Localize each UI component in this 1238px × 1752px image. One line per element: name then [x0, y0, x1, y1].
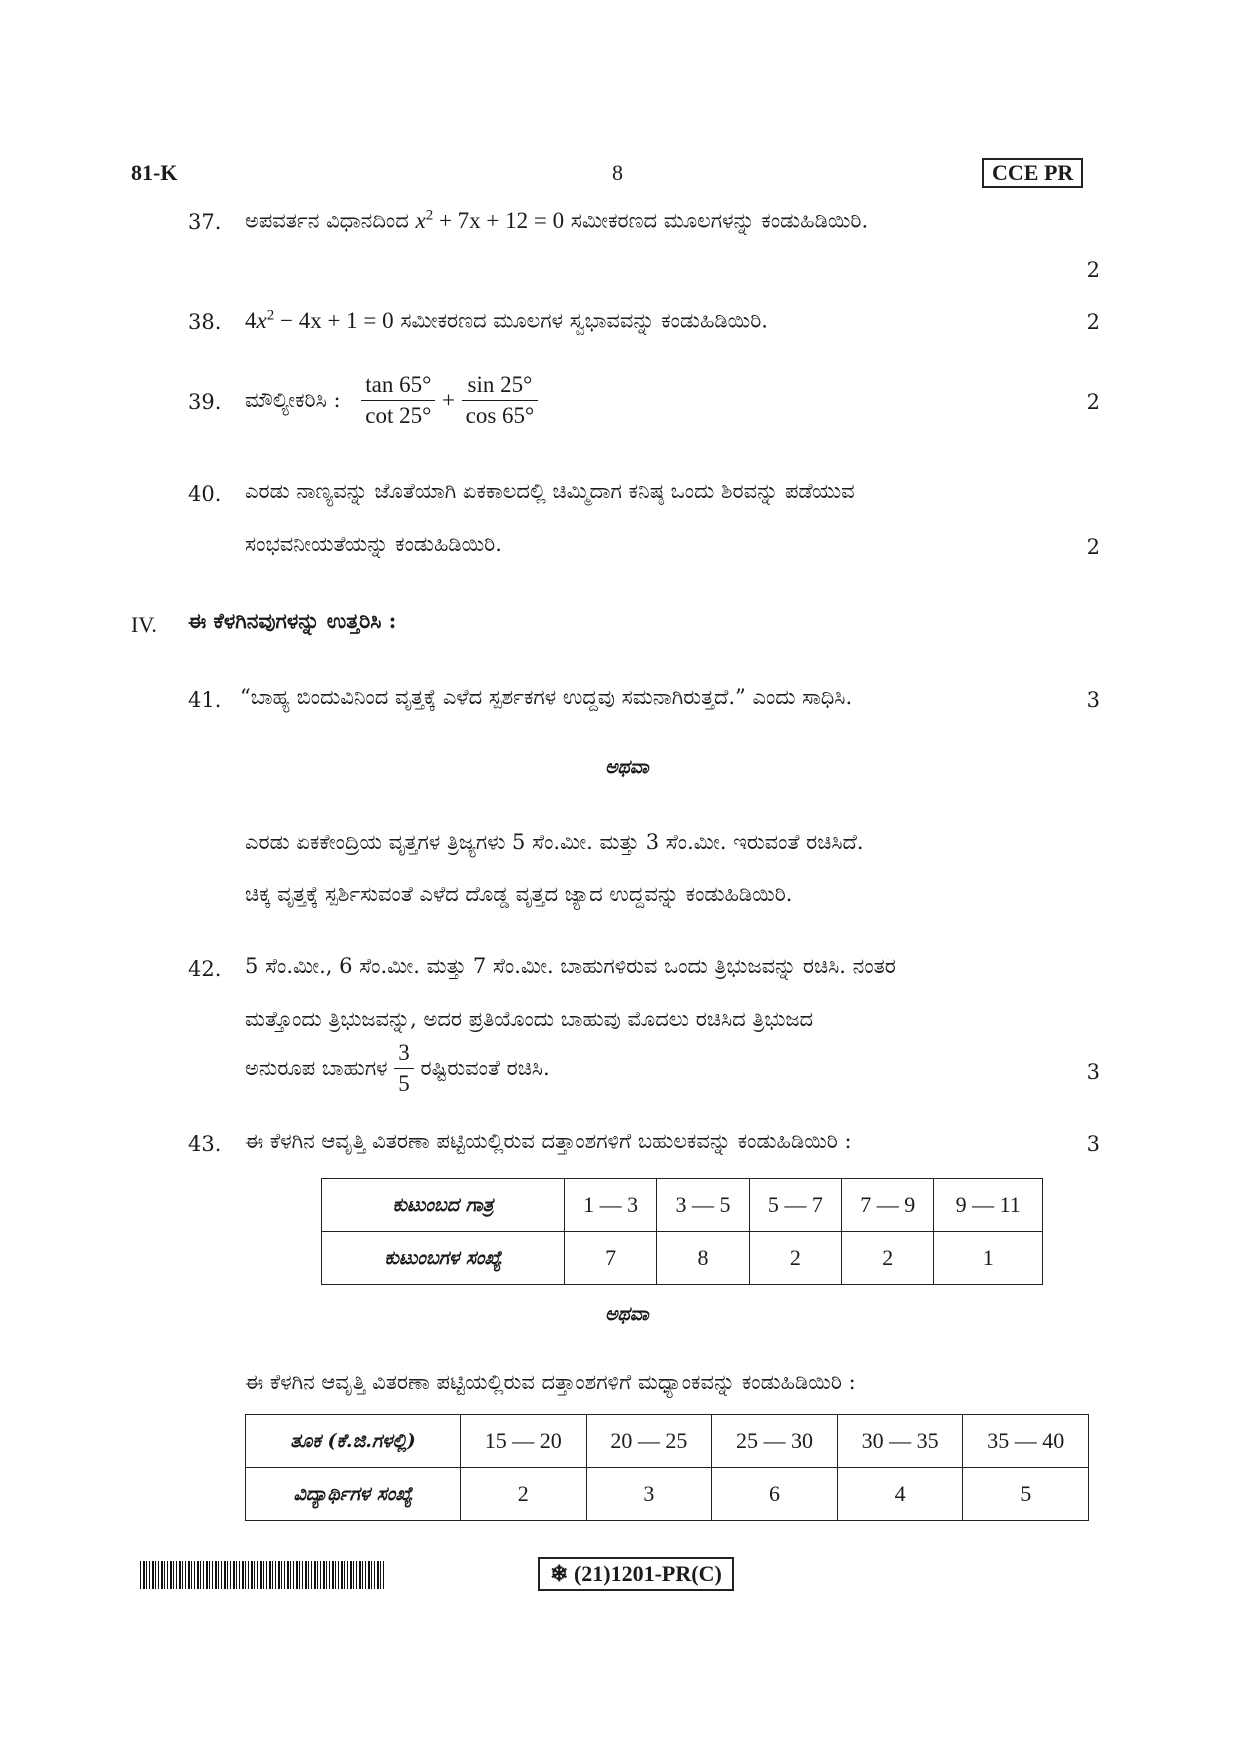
q39-line: ಮೌಲ್ಯೀಕರಿಸಿ : $\frac{\tan 65^\circ}{\cot 25^\circ}$ + $\frac{\sin 25^\circ}{\cos 65^\circ}$ [245, 372, 538, 429]
q40-number: 40. [188, 482, 222, 506]
q42-frac-num: 3 [394, 1040, 414, 1069]
q43-number: 43. [188, 1132, 222, 1156]
table-row [322, 1232, 1043, 1285]
series-badge: CCE PR [982, 158, 1083, 188]
q41-number: 41. [188, 688, 222, 712]
q38-marks: 2 [1086, 310, 1100, 334]
paper-code: 81-K [131, 160, 178, 185]
q42-line3-pre: ಅನುರೂಪ ಬಾಹುಗಳ [245, 1056, 388, 1080]
q41-or: ಅಥವಾ [605, 756, 649, 778]
q42-marks: 3 [1086, 1060, 1100, 1084]
q39-num1: tan 65° [361, 372, 435, 401]
table-row [246, 1468, 1089, 1521]
table-row [322, 1179, 1043, 1232]
table1-freq-2: 2 [749, 1232, 841, 1285]
q40-line2: ಸಂಭವನೀಯತೆಯನ್ನು ಕಂಡುಹಿಡಿಯಿರಿ. [245, 532, 502, 556]
q40-line1: ಎರಡು ನಾಣ್ಯವನ್ನು ಜೊತೆಯಾಗಿ ಏಕಕಾಲದಲ್ಲಿ ಚಿಮ್ಮಿದಾಗ ಕನಿಷ್ಠ ಒಂದು ಶಿರವನ್ನು ಪಡೆಯುವ [245, 479, 855, 503]
table-row [246, 1415, 1089, 1468]
q39-label: ಮೌಲ್ಯೀಕರಿಸಿ : [245, 388, 341, 412]
table2-row1-label: ತೂಕ (ಕೆ.ಜಿ.ಗಳಲ್ಲಿ) [246, 1415, 461, 1468]
frequency-table-median [245, 1414, 1089, 1521]
q42-frac-den: 5 [398, 1071, 410, 1096]
section-roman: IV. [131, 612, 157, 637]
q43-alt-text: ಈ ಕೆಳಗಿನ ಆವೃತ್ತಿ ವಿತರಣಾ ಪಟ್ಟಿಯಲ್ಲಿರುವ ದತ್ತಾಂಶಗಳಿಗೆ ಮಧ್ಯಾಂಕವನ್ನು ಕಂಡುಹಿಡಿಯಿರಿ : [245, 1370, 856, 1394]
q37-line [245, 207, 868, 234]
q39-den1: cot 25° [365, 403, 432, 428]
q42-line2: ಮತ್ತೊಂದು ತ್ರಿಭುಜವನ್ನು, ಅದರ ಪ್ರತಿಯೊಂದು ಬಾಹುವು ಮೊದಲು ರಚಿಸಿದ ತ್ರಿಭುಜದ [245, 1007, 814, 1031]
table1-class-2: 5 — 7 [749, 1179, 841, 1232]
section-title: ಈ ಕೆಳಗಿನವುಗಳನ್ನು ಉತ್ತರಿಸಿ : [188, 608, 397, 633]
footer-code: (21)1201-PR(C) [573, 1561, 722, 1586]
table1-freq-1: 8 [657, 1232, 749, 1285]
table2-freq-2: 6 [712, 1468, 838, 1521]
q38-equation-tail: − 4x + 1 = 0 [274, 307, 394, 333]
snowflake-icon: ❄ [550, 1561, 569, 1586]
q42-number: 42. [188, 957, 222, 981]
q39-number: 39. [188, 390, 222, 414]
page-number: 8 [612, 160, 623, 185]
table1-class-4: 9 — 11 [934, 1179, 1043, 1232]
q37-number: 37. [188, 210, 222, 234]
q42-line3-post: ರಷ್ಟಿರುವಂತೆ ರಚಿಸಿ. [420, 1056, 550, 1080]
q38-line [245, 307, 768, 334]
table2-class-2: 25 — 30 [712, 1415, 838, 1468]
table2-freq-0: 2 [461, 1468, 587, 1521]
q39-den2: cos 65° [465, 403, 535, 428]
table2-class-4: 35 — 40 [963, 1415, 1089, 1468]
table1-row2-label: ಕುಟುಂಬಗಳ ಸಂಖ್ಯೆ [322, 1232, 565, 1285]
table1-class-3: 7 — 9 [842, 1179, 934, 1232]
q42-line1: 5 ಸೆಂ.ಮೀ., 6 ಸೆಂ.ಮೀ. ಮತ್ತು 7 ಸೆಂ.ಮೀ. ಬಾಹುಗಳಿರುವ ಒಂದು ತ್ರಿಭುಜವನ್ನು ರಚಿಸಿ. ನಂತರ [245, 954, 896, 978]
q38-equation: $4x^2 - 4x + 1 = 0$ [245, 307, 394, 333]
table1-row1-label: ಕುಟುಂಬದ ಗಾತ್ರ [322, 1179, 565, 1232]
q37-marks: 2 [1086, 258, 1100, 282]
q39-fraction-1 [361, 372, 435, 429]
q42-fraction [394, 1040, 414, 1097]
table1-freq-0: 7 [565, 1232, 657, 1285]
paper-code-footer [538, 1557, 734, 1591]
table1-class-0: 1 — 3 [565, 1179, 657, 1232]
q37-post: ಸಮೀಕರಣದ ಮೂಲಗಳನ್ನು ಕಂಡುಹಿಡಿಯಿರಿ. [570, 208, 869, 233]
q40-marks: 2 [1086, 535, 1100, 559]
q39-num2: sin 25° [462, 372, 539, 401]
table2-freq-1: 3 [586, 1468, 712, 1521]
table2-class-1: 20 — 25 [586, 1415, 712, 1468]
table2-class-3: 30 — 35 [837, 1415, 963, 1468]
q42-line3 [245, 1040, 550, 1097]
q39-fraction-2 [462, 372, 539, 429]
frequency-table-mode [321, 1178, 1043, 1285]
table1-class-1: 3 — 5 [657, 1179, 749, 1232]
q38-post: ಸಮೀಕರಣದ ಮೂಲಗಳ ಸ್ವಭಾವವನ್ನು ಕಂಡುಹಿಡಿಯಿರಿ. [400, 308, 768, 333]
q41-text: “ಬಾಹ್ಯ ಬಿಂದುವಿನಿಂದ ವೃತ್ತಕ್ಕೆ ಎಳೆದ ಸ್ಪರ್ಶಕಗಳ ಉದ್ದವು ಸಮನಾಗಿರುತ್ತದೆ.” ಎಂದು ಸಾಧಿಸಿ. [240, 685, 853, 709]
q41-marks: 3 [1086, 688, 1100, 712]
q37-equation-tail: + 7x + 12 = 0 [433, 207, 565, 233]
table1-freq-4: 1 [934, 1232, 1043, 1285]
q43-text: ಈ ಕೆಳಗಿನ ಆವೃತ್ತಿ ವಿತರಣಾ ಪಟ್ಟಿಯಲ್ಲಿರುವ ದತ್ತಾಂಶಗಳಿಗೆ ಬಹುಲಕವನ್ನು ಕಂಡುಹಿಡಿಯಿರಿ : [245, 1129, 852, 1153]
q43-or: ಅಥವಾ [605, 1303, 649, 1325]
q41-alt-line1: ಎರಡು ಏಕಕೇಂದ್ರಿಯ ವೃತ್ತಗಳ ತ್ರಿಜ್ಯಗಳು 5 ಸೆಂ.ಮೀ. ಮತ್ತು 3 ಸೆಂ.ಮೀ. ಇರುವಂತೆ ರಚಿಸಿದೆ. [245, 830, 864, 854]
barcode [140, 1561, 384, 1589]
table2-freq-3: 4 [837, 1468, 963, 1521]
q37-equation: $x^2 + 7x + 12 = 0$ [415, 207, 565, 233]
table2-row2-label: ವಿದ್ಯಾರ್ಥಿಗಳ ಸಂಖ್ಯೆ [246, 1468, 461, 1521]
q41-alt-line2: ಚಿಕ್ಕ ವೃತ್ತಕ್ಕೆ ಸ್ಪರ್ಶಿಸುವಂತೆ ಎಳೆದ ದೊಡ್ಡ ವೃತ್ತದ ಜ್ಯಾದ ಉದ್ದವನ್ನು ಕಂಡುಹಿಡಿಯಿರಿ. [245, 882, 793, 906]
table2-class-0: 15 — 20 [461, 1415, 587, 1468]
q43-marks: 3 [1086, 1132, 1100, 1156]
table1-freq-3: 2 [842, 1232, 934, 1285]
q39-marks: 2 [1086, 390, 1100, 414]
table2-freq-4: 5 [963, 1468, 1089, 1521]
q38-number: 38. [188, 310, 222, 334]
q37-pre: ಅಪವರ್ತನ ವಿಧಾನದಿಂದ [245, 208, 409, 233]
